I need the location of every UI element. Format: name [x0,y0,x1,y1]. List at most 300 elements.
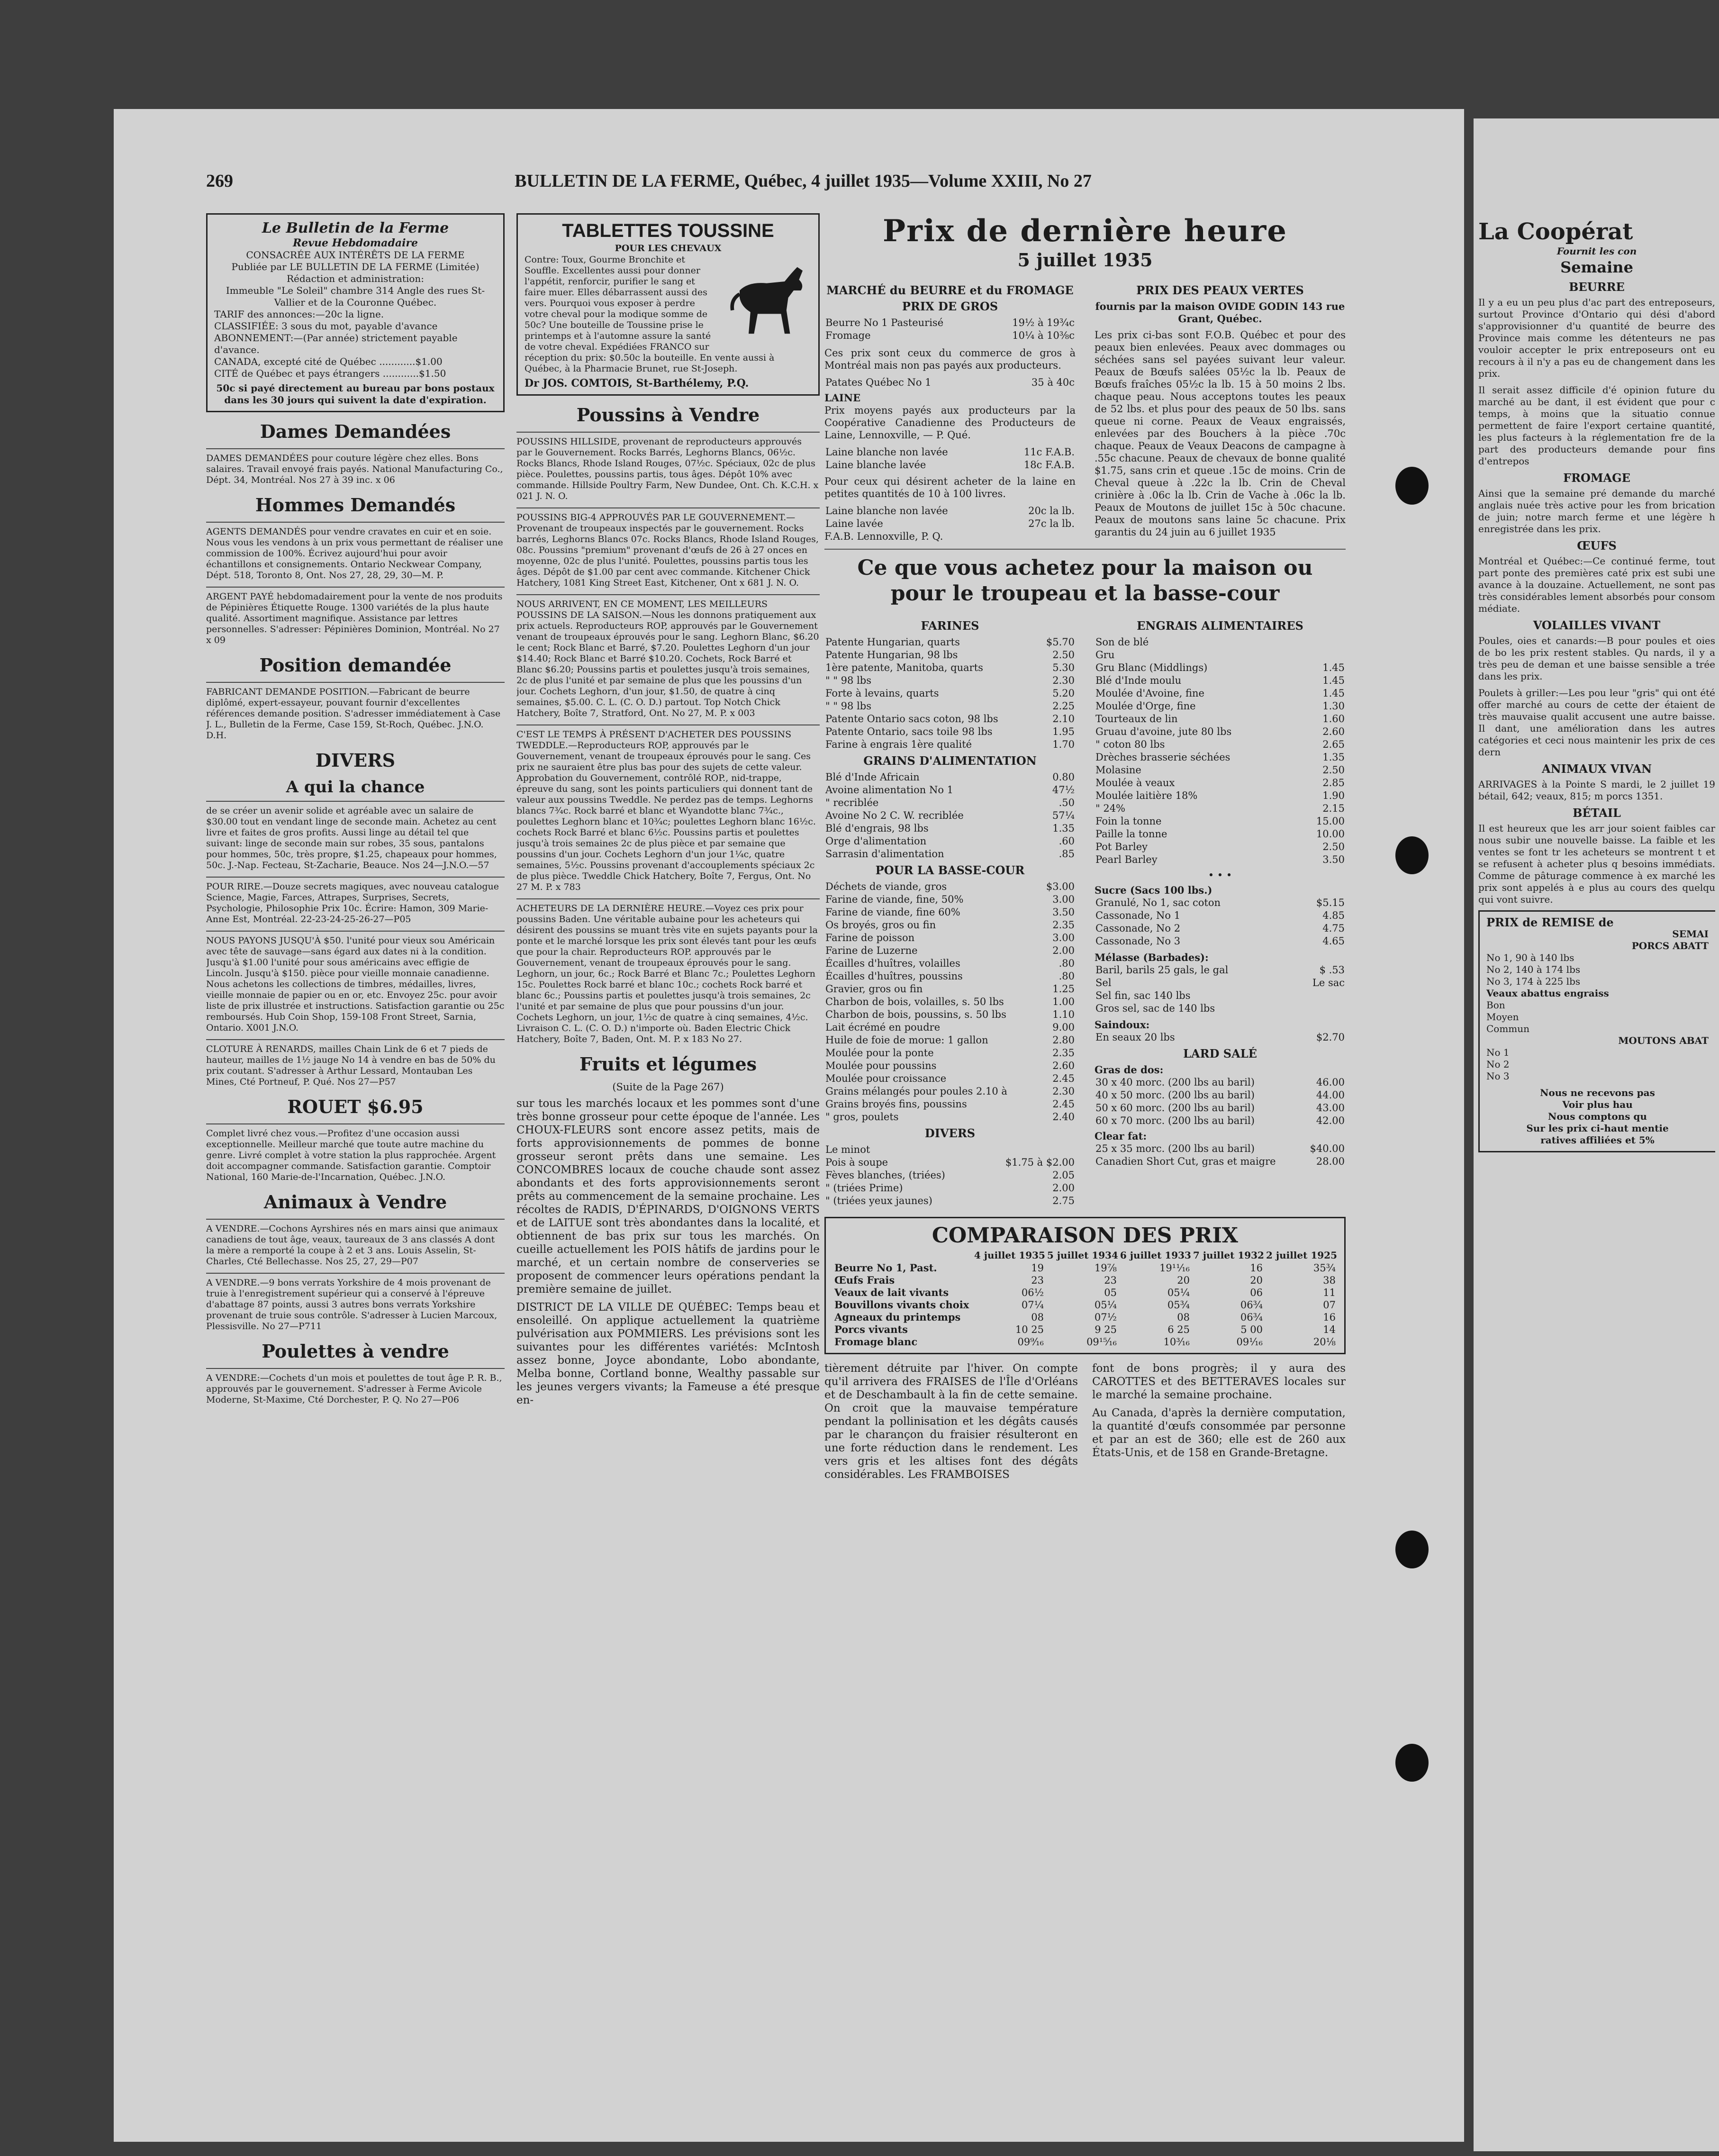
row-value: 0.80 [1052,771,1075,783]
row-label: Cassonade, No 3 [1095,935,1181,947]
row-value: 08 [1031,1312,1044,1323]
remise-title: PRIX de REMISE de [1486,915,1614,929]
row-value [1292,989,1346,1002]
table-row [1095,777,1346,789]
row-value: 08 [1177,1312,1190,1323]
row-label: Farine à engrais 1ère qualité [825,739,972,750]
row-label: Molasine [1095,764,1141,776]
row-value: 1.45 [1322,688,1345,699]
row-value: 1.90 [1322,790,1345,801]
basse-cour-table [824,880,1076,1123]
row-value: $ .53 [1319,964,1345,976]
table-row [824,376,1076,389]
row-value: 19 [1031,1262,1044,1274]
row-label: Gravier, gros ou fin [825,983,923,995]
table-row [1095,964,1346,977]
remise-note-1: Nous ne recevons pas [1540,1087,1655,1098]
tablettes-signature: Dr JOS. COMTOIS, St-Barthélemy, P.Q. [525,377,749,390]
row-value: $1.75 à $2.00 [1005,1157,1075,1168]
row-label: Cassonade, No 2 [1095,923,1181,934]
running-head: BULLETIN DE LA FERME, Québec, 4 juillet 1935—Volume XXIII, No 27 [515,171,1092,191]
comparaison-table [832,1249,1338,1348]
porcs-heading: PORCS ABATT [1631,940,1709,951]
table-row [824,835,1076,848]
row-value: 27c la lb. [1028,518,1075,529]
row-value: 6 25 [1167,1324,1190,1335]
table-row [1095,935,1346,948]
row-label: Moulée pour poussins [825,1060,937,1071]
row-label: Gruau d'avoine, jute 80 lbs [1095,726,1232,737]
row-value: 18c F.A.B. [1023,459,1075,471]
row-value: 2.50 [1322,764,1345,776]
row-value: 06¾ [1240,1299,1263,1311]
ad-payons: NOUS PAYONS JUSQU'À $50. l'unité pour vieux sou Américain avec tête de sauvage—sans égard aux dates ni à la condition. Jusqu'à $1.00 l'unité pour sous américains avec effigie de Lincoln. Jusqu'à $150. pièce pour vieille monnaie canadienne. Nous achetons les collections de timbres, médailles, livres, vieille monnaie de papier ou en or, etc. Envoyez 25c. pour avoir liste de prix illustrée et instructions. Satisfaction garantie ou 25c remboursés. Hub Coin Shop, 159-108 Front Street, Sarnia, Ontario. X001 J.N.O. [206,931,505,1033]
row-value: 2.60 [1052,1060,1075,1071]
table-row [824,725,1076,738]
table-row [1095,751,1346,764]
column-prices [824,213,1346,2128]
row-label: Grains broyés fins, poussins [825,1098,967,1110]
row-value: 10³⁄₁₆ [1163,1336,1190,1348]
coop-paragraph-6: Poulets à griller:—Les pou leur "gris" qui ont été offer marché au cours de cette der étaient de très mauvaise qualit accusent une autre baisse. Il dant, une amélioration dans les autres catégories et ceci nous maintenir les prix de ces dern [1478,687,1715,758]
ad-rouet: Complet livré chez vous.—Profitez d'une occasion aussi exceptionnelle. Meilleur marché que toute autre machine du genre. Livré complet à votre station la plus rapprochée. Argent doit accompagner commande. Satisfaction garantie. Comptoir National, 160 Marie-de-l'Incarnation, Québec. J.N.O. [206,1123,505,1183]
gros-heading: PRIX DE GROS [902,299,998,313]
row-value: .80 [1059,958,1075,969]
coop-paragraph-5: Poules, oies et canards:—B pour poules et oies de bo les prix restent stables. Qu nards, il y a très peu de deman et une baisse sensible a trée dans les prix. [1478,635,1715,682]
row-label: " " 98 lbs [825,675,872,686]
ad-hommes-1: AGENTS DEMANDÉS pour vendre cravates en cuir et en soie. Nous vous les vendons à un prix vous permettant de réaliser une commission de 100%. Écrivez aujourd'hui pour avoir échantillons et consignements. Ontario Neckwear Company, Dépt. 518, Toronto 8, Ont. Nos 27, 28, 29, 30—M. P. [206,522,505,581]
beurre-heading: MARCHÉ du BEURRE et du FROMAGE [826,283,1074,297]
list-item: No 3 [1486,1070,1510,1082]
row-label: Bouvillons vivants choix [834,1299,969,1311]
row-label: Patente Ontario sacs coton, 98 lbs [825,713,998,725]
row-label: Sel fin, sac 140 lbs [1095,990,1191,1001]
row-value: 2.35 [1052,919,1075,931]
gras-table [1095,1076,1346,1127]
row-value: $5.70 [1046,636,1075,648]
row-label: Porcs vivants [834,1323,908,1335]
row-value: 2.60 [1322,726,1345,737]
section-animaux-title: Animaux à Vendre [263,1191,447,1213]
row-value: 43.00 [1316,1102,1345,1114]
row-label: Moulée pour la ponte [825,1047,934,1059]
row-label: Farine de poisson [825,932,915,943]
section-position-title: Position demandée [259,654,452,676]
row-value: 2.10 [1052,713,1075,725]
list-item: No 3, 174 à 225 lbs [1486,976,1581,987]
saindoux-table [1095,1031,1346,1044]
table-row [1095,738,1346,751]
coop-paragraph-3: Ainsi que la semaine pré demande du marché anglais nuée très active pour les from brication de juin; notre march ferme et une légère h enregistrée dans les prix. [1478,488,1715,534]
table-row [1095,764,1346,777]
table-row [824,661,1076,674]
remise-note-4: Sur les prix ci-haut mentie [1526,1123,1669,1134]
achetez-title: Ce que vous achetez pour la maison ou pour le troupeau et la basse-cour [857,556,1313,606]
row-value: 23 [1031,1275,1044,1286]
table-row [824,1182,1076,1195]
masthead-canada: CANADA, excepté cité de Québec ............$1.00 [214,356,443,367]
ad-rire: POUR RIRE.—Douze secrets magiques, avec nouveau catalogue Science, Magie, Farces, Attrapes, Surprises, Secrets, Psychologie, Philosophie Prix 10c. Écrire: Hamon, 309 Marie-Anne Est, Montréal. 22-23-24-25-26-27—P05 [206,877,505,925]
row-value: 44.00 [1316,1089,1345,1101]
ad-cloture: CLOTURE À RENARDS, mailles Chain Link de 6 et 7 pieds de hauteur, mailles de 1½ jauge No 14 à vendre en bas de 50% du prix coutant. S'adresser à Arthur Lessard, Montauban Les Mines, Cté Portneuf, P. Qué. Nos 27—P57 [206,1039,505,1087]
comparaison-box [824,1217,1346,1354]
ink-blot [1395,467,1429,505]
farines-table [824,636,1076,751]
row-value: 2.25 [1052,700,1075,712]
row-label: Pearl Barley [1095,854,1158,865]
table-row [1095,853,1346,866]
row-value: 2.30 [1052,1086,1075,1097]
table-row [1095,909,1346,922]
divers-heading: DIVERS [924,1126,976,1140]
chance-title: A qui la chance [286,778,425,797]
row-value: 3.50 [1052,906,1075,918]
butter-wool-block [824,281,1076,543]
section-poussins-title: Poussins à Vendre [576,404,760,426]
row-value: 1.10 [1052,1009,1075,1020]
row-label: Moulée d'Avoine, fine [1095,688,1204,699]
row-label: Canadien Short Cut, gras et maigre [1095,1156,1276,1167]
row-label: Gros sel, sac de 140 lbs [1095,1003,1215,1014]
table-row [824,1195,1076,1207]
row-label: Charbon de bois, poussins, s. 50 lbs [825,1009,1006,1020]
table-row [1095,1089,1346,1102]
row-value: 38 [1323,1275,1336,1286]
remise-subtitle: SEMAI [1672,928,1709,940]
ad-animaux-2: A VENDRE.—9 bons verrats Yorkshire de 4 mois provenant de truie à l'enregistrement supérieur qui a conservé à l'épreuve d'abattage 87 points, aussi 3 autres bons verrats Yorkshire provenant de truie sous contrôle. S'adresser à Lucien Marcoux, Plessisville. No 27—P711 [206,1273,505,1332]
comparaison-column-header: 2 juillet 1925 [1266,1250,1337,1261]
table-row [1095,789,1346,802]
ad-position: FABRICANT DEMANDE POSITION.—Fabricant de beurre diplômé, expert-essayeur, pouvant fournir d'excellentes références demande position. S'adresser immédiatement à Case J. L., Bulletin de la Ferme, Case 159, St-Roch, Québec. J.N.O. D.H. [206,682,505,741]
coop-title: La Coopérat [1478,218,1633,245]
row-value: 1.30 [1322,700,1345,712]
coop-subtitle: Fournit les con [1556,245,1637,257]
table-row [824,809,1076,822]
table-row [824,1111,1076,1123]
row-value: 20⅛ [1313,1336,1336,1348]
table-row [832,1274,1338,1286]
row-label: Granulé, No 1, sac coton [1095,897,1221,908]
coop-paragraph-7: ARRIVAGES à la Pointe S mardi, le 2 juillet 19 bétail, 642; veaux, 815; m porcs 1351. [1478,779,1715,802]
table-row [1095,841,1346,853]
row-label: Moulée pour croissance [825,1073,947,1084]
table-row [824,738,1076,751]
masthead-address: Immeuble "Le Soleil" chambre 314 Angle des rues St-Vallier et de la Couronne Québec. [226,285,485,308]
row-value: 9.00 [1052,1022,1075,1033]
row-value: 19¹¹⁄₁₆ [1159,1262,1190,1274]
bottom-paragraph-2: font de bons progrès; il y aura des CAROTTES et des BETTERAVES locales sur le marché la semaine prochaine. [1092,1362,1346,1401]
tablettes-ad-box [516,213,820,396]
column-ads-and-vegetables [516,213,820,2128]
row-label: Œufs Frais [834,1274,895,1286]
row-label: Pot Barley [1095,841,1148,852]
ink-blot [1395,1744,1429,1782]
row-value: 2.50 [1322,841,1345,852]
row-label: Laine blanche non lavée [825,505,948,516]
hides-block [1095,281,1346,543]
row-label: Grains mélangés pour poules 2.10 à [825,1086,1007,1097]
newspaper-page [114,109,1464,2142]
table-row [1095,725,1346,738]
row-value: 23 [1104,1275,1117,1286]
row-label: Sarrasin d'alimentation [825,848,944,860]
row-label: Laine blanche lavée [825,459,926,471]
ink-blot [1395,836,1429,874]
comparaison-column-header: 7 juillet 1932 [1193,1250,1264,1261]
ad-animaux-1: A VENDRE.—Cochons Ayrshires nés en mars ainsi que animaux canadiens de tout âge, veaux, taureaux de 3 ans classés A dont la mère a remporté la coupe à 2 et 3 ans. Louis Asselin, St-Charles, Cté Bellechasse. Nos 25, 27, 29—P07 [206,1219,505,1267]
row-label: 25 x 35 morc. (200 lbs au baril) [1095,1143,1255,1154]
row-label: Gru [1095,649,1115,661]
section-divers-title: DIVERS [315,750,396,771]
row-label: Écailles d'huîtres, volailles [825,958,960,969]
coop-paragraph-4: Montréal et Québec:—Ce continué ferme, tout part ponte des premières caté prix est subi une avance à la douzaine. Actuellement, ne sont pas très considérables lement absorbés pour consom médiate. [1478,555,1715,614]
row-label: Drèches brasserie séchées [1095,752,1230,763]
row-label: Moulée laitière 18% [1095,790,1198,801]
row-label: Cassonade, No 1 [1095,910,1181,921]
coop-beurre-heading: BEURRE [1569,280,1625,294]
table-row [1095,700,1346,713]
row-value: 2.50 [1052,649,1075,661]
row-value: 2.00 [1052,1182,1075,1194]
row-label: Le minot [825,1144,870,1155]
masthead-tarif: TARIF des annonces:—20c la ligne. [214,308,384,320]
table-row [1095,989,1346,1002]
table-row [824,1021,1076,1034]
table-row [824,1143,1076,1156]
list-item: Bon [1486,999,1505,1011]
coop-paragraph-1: Il y a eu un peu plus d'ac part des entreposeurs, surtout Province d'Ontario qui dési d'abord s'approvisionner d'u quantité de beurre des Province mais comme les détenteurs ne pas vouloir accepter le prix entreposeurs ont eu recours à il n'y a pas eu de changement dans les prix. [1478,297,1715,379]
coop-semaine: Semaine [1560,258,1633,276]
comparaison-column-header: 4 juillet 1935 [974,1250,1045,1261]
coop-oeufs-heading: ŒUFS [1577,539,1617,553]
section-poulettes-title: Poulettes à vendre [262,1341,449,1362]
row-value: 1.70 [1052,739,1075,750]
row-value [1292,1002,1346,1015]
table-row [1095,1002,1346,1015]
row-label: Patente Hungarian, quarts [825,636,960,648]
table-row [824,880,1076,893]
row-value: 07 [1323,1299,1336,1311]
gras-heading: Gras de dos: [1095,1064,1164,1076]
ad-poulettes: A VENDRE:—Cochets d'un mois et poulettes de tout âge P. R. B., approuvés par le gouvernement. S'adresser à Ferme Avicole Moderne, St-Maxime, Cté Dorchester, P. Q. No 27—P06 [206,1368,505,1405]
row-value: 1.25 [1052,983,1075,995]
row-label: 40 x 50 morc. (200 lbs au baril) [1095,1089,1255,1101]
table-row [824,1098,1076,1111]
grains-table [824,771,1076,861]
table-row [824,1047,1076,1060]
row-value: 2.45 [1052,1098,1075,1110]
remise-note-3: Nous comptons qu [1548,1111,1647,1122]
table-row [832,1262,1338,1274]
table-row [824,636,1076,649]
row-value: 1.35 [1052,823,1075,834]
row-label: Lait écrémé en poudre [825,1022,941,1033]
table-row [824,848,1076,861]
table-row [832,1286,1338,1299]
tablettes-subtitle: POUR LES CHEVAUX [615,243,722,254]
row-label: Blé d'Inde moulu [1095,675,1182,686]
row-value: 07¼ [1021,1299,1044,1311]
table-row [1095,1031,1346,1044]
section-dames-title: Dames Demandées [260,421,451,442]
table-row [1095,674,1346,687]
row-value: 35 à 40c [1031,377,1075,388]
row-label: Charbon de bois, volailles, s. 50 lbs [825,996,1004,1007]
laine-note: Prix moyens payés aux producteurs par la Coopérative Canadienne des Producteurs de Laine, Lennoxville, — P. Qué. [824,405,1076,441]
table-row [824,970,1076,983]
row-value: 1.45 [1322,662,1345,673]
row-value: 3.50 [1322,854,1345,865]
row-label: Foin la tonne [1095,815,1162,827]
prices-title: Prix de dernière heure [882,213,1288,249]
column-classifieds [206,213,505,2128]
table-row [824,517,1076,530]
row-value: 5.30 [1052,662,1075,673]
ad-poussins-2: POUSSINS BIG-4 APPROUVÉS PAR LE GOUVERNEMENT.—Provenant de troupeaux inspectés par le gouvernement. Rocks barrés, Leghorns Blancs 07c. Rocks Blancs, Rhode Island Rouges, 08c. Poussins "premium" provenant d'œufs de 26 à 27 onces en moyenne, 02c de plus l'unité. Poulettes, poussins partis tous les âges. Dépôt de $1.00 par cent avec commande. Kitchener Chick Hatchery, 1081 King Street East, Kitchener, Ont x 681 J. N. O. [516,507,820,589]
prices-date: 5 juillet 1935 [1017,249,1153,271]
right-price-lists: ENGRAIS ALIMENTAIRES Son de blé Gru Gru Blanc (Middlings) 1.45 Blé d'Inde moulu 1.45 Moulée d'Avoine, fine 1.45 Moulée d'Orge, fine 1.30 Tourteaux de lin 1.60 Gruau d'avoine, jute 80 lbs 2.60 " coton 80 lbs 2.65 Drèches brasserie séchées 1.35 Molasine 2.50 Moulée à veaux 2.85 Moulée laitière 18% 1.90 " 24% 2.15 Foin la tonne 15.00 Paille la tonne 10.00 Pot Barley 2.50 Pearl Barley 3.50 • • • Sucre (Sacs 100 lbs.) Granulé, No 1, sac coton $5.15 Cassonade, No 1 4.85 Cassonade, No 2 4.75 Cassonade, No 3 4.65 Mélasse (Barbades): Baril, barils 25 gals, le gal $ .53 Sel Le sac Sel fin, sac 140 lbs Gros sel, sac de 140 lbs Saindoux: En seaux 20 lbs $2.70 LARD SALÉ Gras de dos: 30 x 40 morc. (200 lbs au baril) 46.00 40 x 50 morc. (200 lbs au baril) 44.00 50 x 60 morc. (200 lbs au baril) 43.00 60 x 70 morc. (200 lbs au baril) 42.00 Clear fat: 25 x 35 morc. (200 lbs au baril) $40.00 Canadien Short Cut, gras et maigre 28.00 [1095,619,1345,1167]
coop-fromage-heading: FROMAGE [1563,471,1630,485]
table-row [832,1299,1338,1311]
moutons-list [1486,1047,1709,1082]
row-value: .80 [1059,970,1075,982]
row-label: Veaux de lait vivants [834,1286,949,1298]
row-value: 09¹⁄₁₆ [1236,1336,1263,1348]
table-row [824,906,1076,919]
ad-chance: de se créer un avenir solide et agréable avec un salaire de $30.00 tout en vendant linge de seconde main. Achetez au cent livre et faites de gros profits. Aussi linge au détail tel que suivant: linge de seconde main sur robes, 35 sous, pantalons pour hommes, 50c, très propre, $1.25, chapeaux pour hommes, 50c. J.-Nap. Fecteau, St-Zacharie, Beauce. Nos 24—J.N.O.—57 [206,801,505,871]
table-row [1095,713,1346,725]
moutons-heading: MOUTONS ABAT [1618,1035,1709,1046]
row-value: $3.00 [1046,881,1075,892]
table-row [824,822,1076,835]
row-value [1292,636,1346,649]
bottom-paragraph-1: tièrement détruite par l'hiver. On compte qu'il arrivera des FRAISES de l'Île d'Orléans et de Deschambault à la fin de cette semaine. On croit que la mauvaise température pendant la pollinisation et les dégâts causés par le charançon du fraisier résulteront en une forte réduction dans le rendement. Les vers gris et les altises font des dégâts considérables. Les FRAMBOISES [824,1362,1078,1481]
list-item: Commun [1486,1023,1530,1034]
row-label: Blé d'Inde Africain [825,771,920,783]
remise-note-5: ratives affiliées et 5% [1540,1134,1655,1146]
remise-box [1478,910,1715,1152]
row-value: 1.45 [1322,675,1345,686]
melasse-heading: Mélasse (Barbades): [1095,951,1209,963]
page-number: 269 [206,171,233,191]
bottom-paragraph-3: Au Canada, d'après la dernière computation, la quantité d'œufs consommée par personne et par an est de 360; elle est de 260 aux États-Unis, et de 158 en Grande-Bretagne. [1092,1407,1346,1459]
row-label: Beurre No 1 Pasteurisé [825,317,944,328]
peaux-heading: PRIX DES PEAUX VERTES [1136,283,1304,297]
farines-heading: FARINES [921,619,979,633]
row-value: 5 00 [1240,1324,1263,1335]
masthead-title: Le Bulletin de la Ferme [262,220,449,236]
row-value: 10.00 [1316,828,1345,840]
table-row [824,996,1076,1008]
table-row [1095,828,1346,841]
sucre-heading: Sucre (Sacs 100 lbs.) [1095,884,1212,896]
row-value: 06¾ [1240,1312,1263,1323]
row-value: 06½ [1021,1287,1044,1298]
ad-poussins-4: C'EST LE TEMPS À PRÉSENT D'ACHETER DES POUSSINS TWEDDLE.—Reproducteurs ROP, approuvés par le Gouvernement, venant de troupeaux éprouvés pour le sang. Ces prix ne sauraient être plus bas pour des sujets de cette valeur. Approbation du Gouvernement, contrôlé ROP., nid-trappe, épreuve du sang, sont les points particuliers qui donnent tant de valeur aux poussins Tweddle. Ne perdez pas de temps. Leghorns blancs 7¾c. Rock barré et blanc et Wyandotte blanc 7¾c., poulettes Leghorn blanc et 10¾c; poulettes Leghorn blanc 16½c. cochets Rock Barré et blanc 6½c. Poussins partis et poulettes jusqu'à trois semaines 2c de plus pièce et par semaine que poussins d'un jour. Cochets Leghorn d'un jour 1¼c, quatre semaines, 5½c. Poussins provenant d'accouplements spéciaux 2c de plus pièce. Tweddle Chick Hatchery, Boîte 7, Fergus, Ont. No 27 M. P. x 783 [516,725,820,893]
row-label: Avoine alimentation No 1 [825,784,953,796]
table-row [1095,1114,1346,1127]
list-item: No 1, 90 à 140 lbs [1486,952,1574,963]
row-value: 1.95 [1052,726,1075,737]
masthead-publisher: Publiée par LE BULLETIN DE LA FERME (Limitée) Rédaction et administration: [231,261,480,284]
engrais-table [1095,636,1346,866]
row-label: Moulée d'Orge, fine [1095,700,1196,712]
rouet-title: ROUET $6.95 [287,1096,424,1117]
row-value: 2.30 [1052,675,1075,686]
table-row [1095,1076,1346,1089]
table-row [824,459,1076,471]
table-row [824,1008,1076,1021]
row-value: 2.05 [1052,1169,1075,1181]
row-label: Laine blanche non lavée [825,446,948,458]
row-label: Tourteaux de lin [1095,713,1178,725]
row-value: 2.85 [1322,777,1345,788]
row-label: Fromage blanc [834,1336,918,1348]
row-label: Gru Blanc (Middlings) [1095,662,1208,673]
row-value: $2.70 [1316,1032,1345,1043]
row-value: 16 [1323,1312,1336,1323]
row-value: 10 25 [1015,1324,1044,1335]
coop-paragraph-2: Il serait assez difficile d'é opinion future du marché au be dant, il est évident que pour c temps, à moins que la situatio connue permettent de faire l'export certaine quantité, les plus facteurs à la réglementation fre de la part des producteurs demande pour fins d'entrepos [1478,384,1715,467]
table-row [1095,687,1346,700]
table-row [824,771,1076,784]
row-value: 2.75 [1052,1195,1075,1206]
table-row [824,893,1076,906]
row-label: " " 98 lbs [825,700,872,712]
row-value: 4.85 [1322,910,1345,921]
lard-heading: LARD SALÉ [1183,1047,1257,1060]
table-row [824,944,1076,957]
row-value: 35¾ [1313,1262,1336,1274]
row-value: 42.00 [1316,1115,1345,1126]
row-value: 1.35 [1322,752,1345,763]
row-value: 06 [1250,1287,1263,1298]
row-value: 11c F.A.B. [1023,446,1075,458]
tablettes-title: TABLETTES TOUSSINE [562,220,774,241]
ad-poussins-3: NOUS ARRIVENT, EN CE MOMENT, LES MEILLEURS POUSSINS DE LA SAISON.—Nous les donnons pratiquement aux prix actuels. Reproducteurs ROP, approuvés par le Gouvernement venant de troupeaux éprouvés pour le sang. Leghorn Blanc, $6.20 le cent; Rock Blanc et Barré, $7.20. Poulettes Leghorn d'un jour $14.40; Rock Blanc et Barré $10.20. Cochets, Rock Barré et Blanc $6.20; Poussins partis et poulettes jusqu'à trois semaines, 2c de plus l'unité et par semaine de plus que les poussins d'un jour. Cochets Leghorn, d'un jour, $1.50, de quatre à cinq semaines, $5.00. C. L. (C. O. D.) partout. Top Notch Chick Hatchery, Boîte 7, Stratford, Ont. No 27, M. P. x 003 [516,594,820,719]
bottom-text-block [824,1362,1346,1486]
sucre-table [1095,897,1346,948]
table-row [832,1323,1338,1336]
row-label: Patente Hungarian, 98 lbs [825,649,958,661]
row-value: 11 [1323,1287,1336,1298]
masthead-tagline: CONSACRÉE AUX INTÉRÊTS DE LA FERME [246,249,465,261]
ad-poussins-1: POUSSINS HILLSIDE, provenant de reproducteurs approuvés par le Gouvernement. Rocks Barrés, Leghorns Blancs, 06½c. Rocks Blancs, Rhode Island Rouges, 07½c. Spéciaux, 02c de plus pièce. Poulettes, poussins partis, tous âges. Dépôt 10% avec commande. Hillside Poultry Farm, New Dundee, Ont. Ch. K.C.H. x 021 J. N. O. [516,432,820,502]
ad-hommes-2: ARGENT PAYÉ hebdomadairement pour la vente de nos produits de Pépinières Étiquette Rouge. 1300 variétés de la plus haute qualité. Assortiment magnifique. Assistance par lettres personnelles. S'adresser: Pépinières Dominion, Montréal. No 27 x 09 [206,587,505,646]
row-value: 46.00 [1316,1077,1345,1088]
row-label: Fèves blanches, (triées) [825,1169,945,1181]
comparaison-column-header: 6 juillet 1933 [1120,1250,1191,1261]
row-value: 47½ [1052,784,1075,796]
row-label: 50 x 60 morc. (200 lbs au baril) [1095,1102,1255,1114]
row-label: Paille la tonne [1095,828,1167,840]
row-label: Laine lavée [825,518,883,529]
prices-top-section [824,281,1346,543]
row-label: 60 x 70 morc. (200 lbs au baril) [1095,1115,1255,1126]
row-label: En seaux 20 lbs [1095,1032,1175,1043]
table-row [824,1072,1076,1085]
row-label: Sel [1095,977,1112,988]
row-label: Farine de viande, fine 60% [825,906,960,918]
coop-betail-heading: BÉTAIL [1573,806,1621,820]
row-value: $40.00 [1310,1143,1345,1154]
table-row [832,1311,1338,1323]
row-value: 05 [1104,1287,1117,1298]
table-row [1095,977,1346,989]
table-row [824,700,1076,713]
row-value: 07½ [1094,1312,1117,1323]
row-value: 2.40 [1052,1111,1075,1123]
